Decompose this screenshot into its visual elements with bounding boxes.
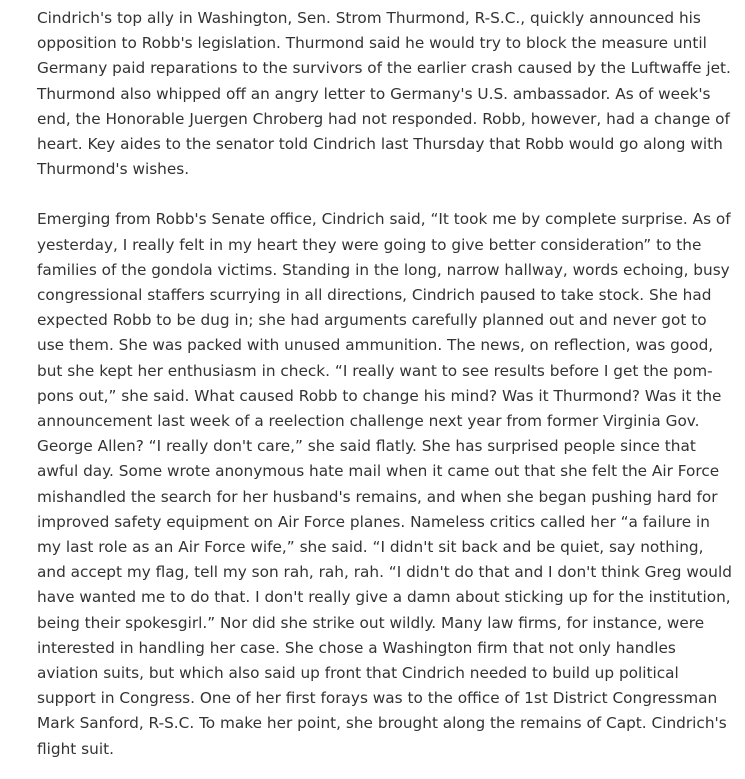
paragraph-2: Emerging from Robb's Senate office, Cindrich said, “It took me by complete surprise. As of yesterday, I really felt in my heart they were going to give better consideration” to the families of the gondola victims. Standing in the long, narrow hallway, words echoing, busy congressional staffers scurrying in all directions, Cindrich paused to take stock. She had expected Robb to be dug in; she had arguments carefully planned out and never got to use them. She was packed with unused ammunition. The news, on reflection, was good, but she kept her enthusiasm in check. “I really want to see results before I get the pom-pons out,” she said. What caused Robb to change his mind? Was it Thurmond? Was it the announcement last week of a reelection challenge next year from former Virginia Gov. George Allen? “I really don't care,” she said flatly. She has surprised people since that awful day. Some wrote anonymous hate mail when it came out that she felt the Air Force mishandled the search for her husband's remains, and when she began pushing hard for improved safety equipment on Air Force planes. Nameless critics called her “a failure in my last role as an Air Force wife,” she said. “I didn't sit back and be quiet, say nothing, and accept my flag, tell my son rah, rah, rah. “I didn't do that and I don't think Greg would have wanted me to do that. I don't really give a damn about sticking up for the institution, being their spokesgirl.” Nor did she strike out wildly. Many law firms, for instance, were interested in handling her case. She chose a Washington firm that not only handles aviation suits, but which also said up front that Cindrich needed to build up political support in Congress. One of her first forays was to the office of 1st District Congressman Mark Sanford, R-S.C. To make her point, she brought along the remains of Capt. Cindrich's flight suit. — [37, 210, 732, 758]
paragraph-1: Cindrich's top ally in Washington, Sen. Strom Thurmond, R-S.C., quickly announced his opposition to Robb's legislation. Thurmond said he would try to block the measure until Germany paid reparations to the survivors of the earlier crash caused by the Luftwaffe jet. Thurmond also whipped off an angry letter to Germany's U.S. ambassador. As of week's end, the Honorable Juergen Chroberg had not responded. Robb, however, had a change of heart. Key aides to the senator told Cindrich last Thursday that Robb would go along with Thurmond's wishes. — [37, 9, 731, 179]
article-body — [37, 6, 737, 762]
